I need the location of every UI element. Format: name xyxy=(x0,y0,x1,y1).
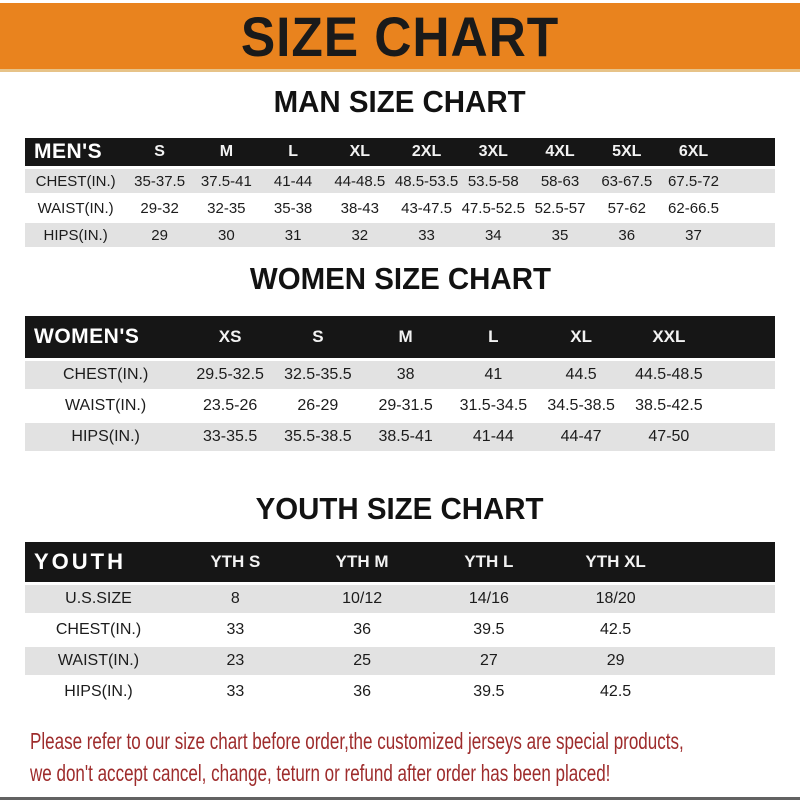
filler-cell xyxy=(679,542,775,582)
size-column-header: L xyxy=(288,143,298,160)
size-cell: 31 xyxy=(284,226,302,244)
size-cell: 23 xyxy=(226,652,245,669)
size-column-header: M xyxy=(219,143,234,160)
size-column-header: YTH L xyxy=(464,552,514,571)
table-row-chest xyxy=(25,361,775,389)
filler-cell xyxy=(713,392,775,420)
size-cell: 58-63 xyxy=(540,172,580,190)
size-column-header: 6XL xyxy=(678,143,709,160)
size-cell: 38 xyxy=(396,366,415,383)
size-cell: 41 xyxy=(484,366,503,383)
youth-table-header-row xyxy=(25,542,775,582)
size-cell: 41-44 xyxy=(273,172,313,190)
size-cell: 44-48.5 xyxy=(334,172,386,190)
row-label: HIPS(IN.) xyxy=(64,683,133,700)
size-cell: 44.5 xyxy=(565,366,597,383)
size-cell: 33 xyxy=(418,226,435,244)
table-row-hips xyxy=(25,678,775,706)
size-cell: 37.5-41 xyxy=(200,172,252,190)
youth-section-heading xyxy=(0,491,800,527)
size-cell: 37 xyxy=(685,226,702,244)
size-cell: 38-43 xyxy=(340,199,379,217)
size-cell: 14/16 xyxy=(468,590,509,607)
size-cell: 67.5-72 xyxy=(668,172,719,190)
size-cell: 53.5-58 xyxy=(467,172,519,190)
size-cell: 34.5-38.5 xyxy=(547,397,615,414)
size-cell: 30 xyxy=(218,226,235,244)
size-column-header: XS xyxy=(218,327,242,346)
filler-cell xyxy=(679,616,775,644)
size-cell: 34 xyxy=(484,226,502,244)
size-cell: 26-29 xyxy=(297,397,339,414)
table-row-waist xyxy=(25,647,775,675)
disclaimer-line-1: Please refer to our size chart before order,the customized jerseys are special products, xyxy=(30,728,684,754)
row-label: WAIST(IN.) xyxy=(57,652,140,669)
size-cell: 18/20 xyxy=(595,590,636,607)
size-column-header: L xyxy=(488,327,499,346)
women-table-label: WOMEN'S xyxy=(34,325,140,348)
size-cell: 35-38 xyxy=(273,199,313,217)
size-cell: 39.5 xyxy=(473,621,505,638)
filler-cell xyxy=(679,678,775,706)
size-cell: 35-37.5 xyxy=(134,172,186,190)
filler-cell xyxy=(727,223,775,247)
size-cell: 32-35 xyxy=(207,199,246,217)
table-row-hips xyxy=(25,223,775,247)
man-section-heading xyxy=(0,84,800,120)
table-row-hips xyxy=(25,423,775,451)
size-column-header: 3XL xyxy=(478,143,508,160)
size-cell: 44.5-48.5 xyxy=(635,366,703,383)
disclaimer-line-2: we don't accept cancel, change, teturn or refund after order has been placed! xyxy=(30,760,611,786)
banner xyxy=(0,3,800,72)
table-row-waist xyxy=(25,196,775,220)
men-size-table xyxy=(25,135,775,250)
size-cell: 29.5-32.5 xyxy=(196,366,264,383)
men-table-label: MEN'S xyxy=(34,140,103,163)
size-column-header: XXL xyxy=(652,327,686,346)
filler-cell xyxy=(727,138,775,166)
size-column-header: YTH XL xyxy=(585,552,646,571)
size-cell: 36 xyxy=(353,621,371,638)
row-label: CHEST(IN.) xyxy=(55,621,142,638)
men-size-table-wrap xyxy=(25,135,775,250)
row-label: CHEST(IN.) xyxy=(35,172,116,190)
size-cell: 39.5 xyxy=(473,683,505,700)
size-column-header: S xyxy=(312,327,324,346)
youth-size-table-wrap xyxy=(25,539,775,709)
youth-table-label: YOUTH xyxy=(34,549,126,574)
row-label: CHEST(IN.) xyxy=(62,366,149,383)
size-cell: 33-35.5 xyxy=(202,428,258,445)
size-cell: 31.5-34.5 xyxy=(459,397,528,414)
size-column-header: XL xyxy=(349,143,371,160)
size-cell: 33 xyxy=(226,683,245,700)
size-column-header: YTH S xyxy=(210,552,261,571)
size-cell: 62-66.5 xyxy=(668,199,719,217)
size-cell: 57-62 xyxy=(607,199,646,217)
filler-cell xyxy=(713,361,775,389)
size-cell: 42.5 xyxy=(600,621,632,638)
row-label: WAIST(IN.) xyxy=(37,199,114,217)
size-cell: 29-31.5 xyxy=(378,397,433,414)
filler-cell xyxy=(713,423,775,451)
table-row-us-size xyxy=(25,585,775,613)
filler-cell xyxy=(727,196,775,220)
size-column-header: YTH M xyxy=(335,552,389,571)
men-table-header-row xyxy=(25,138,775,166)
size-cell: 42.5 xyxy=(600,683,632,700)
size-cell: 35 xyxy=(551,226,569,244)
filler-cell xyxy=(679,585,775,613)
size-cell: 36 xyxy=(353,683,371,700)
banner-title: SIZE CHART xyxy=(240,4,560,68)
size-cell: 63-67.5 xyxy=(601,172,653,190)
size-cell: 41-44 xyxy=(472,428,514,445)
filler-cell xyxy=(679,647,775,675)
table-row-chest xyxy=(25,616,775,644)
row-label: WAIST(IN.) xyxy=(65,397,147,414)
row-label: U.S.SIZE xyxy=(65,590,132,607)
size-cell: 25 xyxy=(353,652,371,669)
size-cell: 47.5-52.5 xyxy=(461,199,525,217)
size-cell: 33 xyxy=(226,621,245,638)
size-cell: 35.5-38.5 xyxy=(284,428,352,445)
women-table-header-row xyxy=(25,316,775,358)
table-row-waist xyxy=(25,392,775,420)
size-cell: 48.5-53.5 xyxy=(394,172,459,190)
man-section-heading-text: MAN SIZE CHART xyxy=(274,84,526,119)
size-cell: 10/12 xyxy=(342,590,383,607)
size-cell: 29 xyxy=(606,652,625,669)
women-section-heading-text: WOMEN SIZE CHART xyxy=(249,261,551,296)
size-column-header: S xyxy=(154,143,165,160)
row-label: HIPS(IN.) xyxy=(43,226,108,244)
size-column-header: 5XL xyxy=(612,143,642,160)
size-cell: 29 xyxy=(151,226,168,244)
size-cell: 32 xyxy=(351,226,369,244)
youth-size-table xyxy=(25,539,775,709)
row-label: HIPS(IN.) xyxy=(71,428,140,445)
size-cell: 32.5-35.5 xyxy=(284,366,352,383)
size-cell: 27 xyxy=(479,652,498,669)
filler-cell xyxy=(727,169,775,193)
size-cell: 43-47.5 xyxy=(401,199,452,217)
size-column-header: XL xyxy=(570,327,592,346)
women-size-table-wrap xyxy=(25,313,775,454)
size-column-header: M xyxy=(398,327,413,346)
size-cell: 23.5-26 xyxy=(202,397,258,414)
women-section-heading xyxy=(0,261,800,297)
size-cell: 8 xyxy=(230,590,240,607)
youth-section-heading-text: YOUTH SIZE CHART xyxy=(256,491,544,526)
size-cell: 44-47 xyxy=(560,428,602,445)
table-row-chest xyxy=(25,169,775,193)
filler-cell xyxy=(713,316,775,358)
size-cell: 38.5-41 xyxy=(378,428,433,445)
size-cell: 38.5-42.5 xyxy=(635,397,703,414)
size-column-header: 4XL xyxy=(545,143,575,160)
disclaimer xyxy=(30,725,800,789)
size-cell: 36 xyxy=(618,226,636,244)
size-cell: 52.5-57 xyxy=(534,199,586,217)
size-column-header: 2XL xyxy=(411,143,442,160)
size-cell: 47-50 xyxy=(648,428,690,445)
size-cell: 29-32 xyxy=(140,199,179,217)
women-size-table xyxy=(25,313,775,454)
